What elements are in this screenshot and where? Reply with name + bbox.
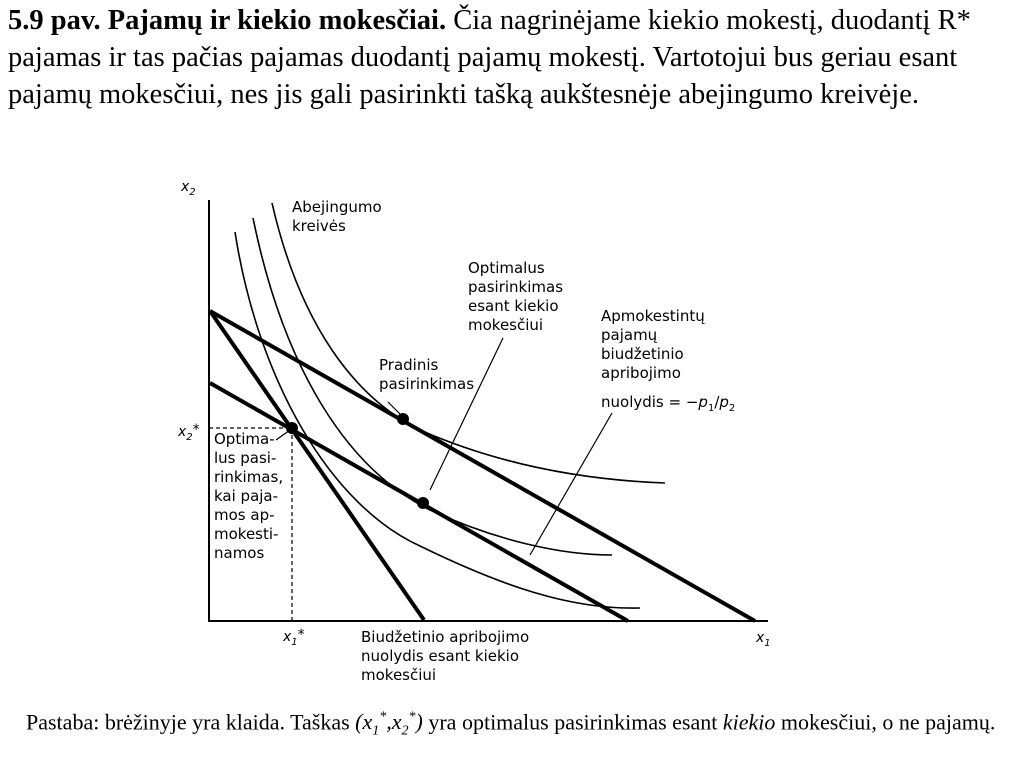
label-line: Optimalus <box>468 259 545 277</box>
label-line: mokesti- <box>214 525 279 543</box>
x-axis-sub: 1 <box>764 638 771 649</box>
label-line: biudžetinio <box>601 345 684 363</box>
heading-text: Čia nagrinėjame kiekio mokestį, duodantį R* pajamas ir tas pačias pajamas duodantį pajamų mokestį. Vartotojui bus geriau esant pajamų mokesčiui, nes jis gali pasirinkti tašką aukštesnėje abejingumo kreivėje. <box>8 5 971 110</box>
point-quantity-tax-choice <box>417 497 429 509</box>
note-point-close: ) <box>415 709 423 735</box>
note-middle: yra optimalus pasirinkimas esant <box>422 709 723 735</box>
x1-star-label <box>282 627 305 648</box>
label-line: namos <box>214 544 265 562</box>
x-axis-label <box>755 630 771 649</box>
label-line: Optima- <box>214 430 275 448</box>
slope-prefix: nuolydis = − <box>601 393 699 411</box>
x2-star-sub: 2 <box>186 432 193 443</box>
label-line: mokesčiui <box>361 666 437 684</box>
label-line: apribojimo <box>601 364 681 382</box>
y-axis-label <box>180 179 196 198</box>
note-point-sup2: * <box>408 710 416 725</box>
note-point-sub1: 1 <box>372 723 380 739</box>
slope-p2-sub: 2 <box>728 403 736 414</box>
label-budget-quantity-slope <box>361 628 534 684</box>
label-taxed-budget-slope <box>601 307 710 382</box>
note-prefix: Pastaba: brėžinyje yra klaida. Taškas <box>26 709 356 735</box>
slope-p1: p <box>698 393 708 411</box>
label-line: mokesčiui <box>468 316 544 334</box>
slope-slash: / <box>714 393 720 411</box>
label-indifference-curves <box>292 198 386 235</box>
x2-star-label <box>177 422 200 443</box>
note-point-comma: ,x <box>386 709 402 735</box>
label-initial-choice <box>379 356 474 393</box>
label-line: nuolydis esant kiekio <box>361 647 520 665</box>
x-axis-var: x <box>756 630 765 646</box>
x1-star-sub: 1 <box>291 637 298 648</box>
label-line: mos ap- <box>214 506 275 524</box>
label-line: pajamų <box>601 326 658 344</box>
x2-star-var: x <box>178 424 187 440</box>
note-point-sup1: * <box>379 710 387 725</box>
point-income-tax-choice <box>286 422 298 434</box>
label-line: pasirinkimas <box>468 278 564 296</box>
label-line: Biudžetinio apribojimo <box>361 628 530 646</box>
x2-star-mark: * <box>192 422 200 438</box>
label-line: pasirinkimas <box>379 375 475 393</box>
label-optimal-quantity-tax <box>468 259 568 334</box>
slope-p1-sub: 1 <box>707 403 715 414</box>
indifference-curve-1 <box>235 232 640 608</box>
slope-p2: p <box>719 393 729 411</box>
note-point-sub2: 2 <box>401 723 409 739</box>
note-suffix: mokesčiui, o ne pajamų. <box>775 709 996 735</box>
label-line: Apmokestintų <box>601 307 705 325</box>
footnote <box>26 702 1021 748</box>
label-line: Pradinis <box>379 356 439 374</box>
label-line: esant kiekio <box>468 297 559 315</box>
label-optimal-income-tax <box>214 430 288 562</box>
x1-star-mark: * <box>297 627 305 643</box>
label-line: Abejingumo <box>292 198 382 216</box>
heading-title: 5.9 pav. Pajamų ir kiekio mokesčiai. <box>8 5 447 36</box>
point-initial-choice <box>397 413 409 425</box>
label-line: lus pasi- <box>214 449 277 467</box>
label-line: kai paja- <box>214 487 279 505</box>
label-line: kreivės <box>292 217 346 235</box>
y-axis-var: x <box>181 179 190 195</box>
note-italic: kiekio <box>722 709 776 735</box>
note-point-open: (x <box>355 709 373 735</box>
label-line: rinkimas, <box>214 468 284 486</box>
x1-star-var: x <box>283 629 292 645</box>
note-point <box>355 709 423 739</box>
label-taxed-budget-formula <box>601 393 735 414</box>
y-axis-sub: 2 <box>189 187 196 198</box>
